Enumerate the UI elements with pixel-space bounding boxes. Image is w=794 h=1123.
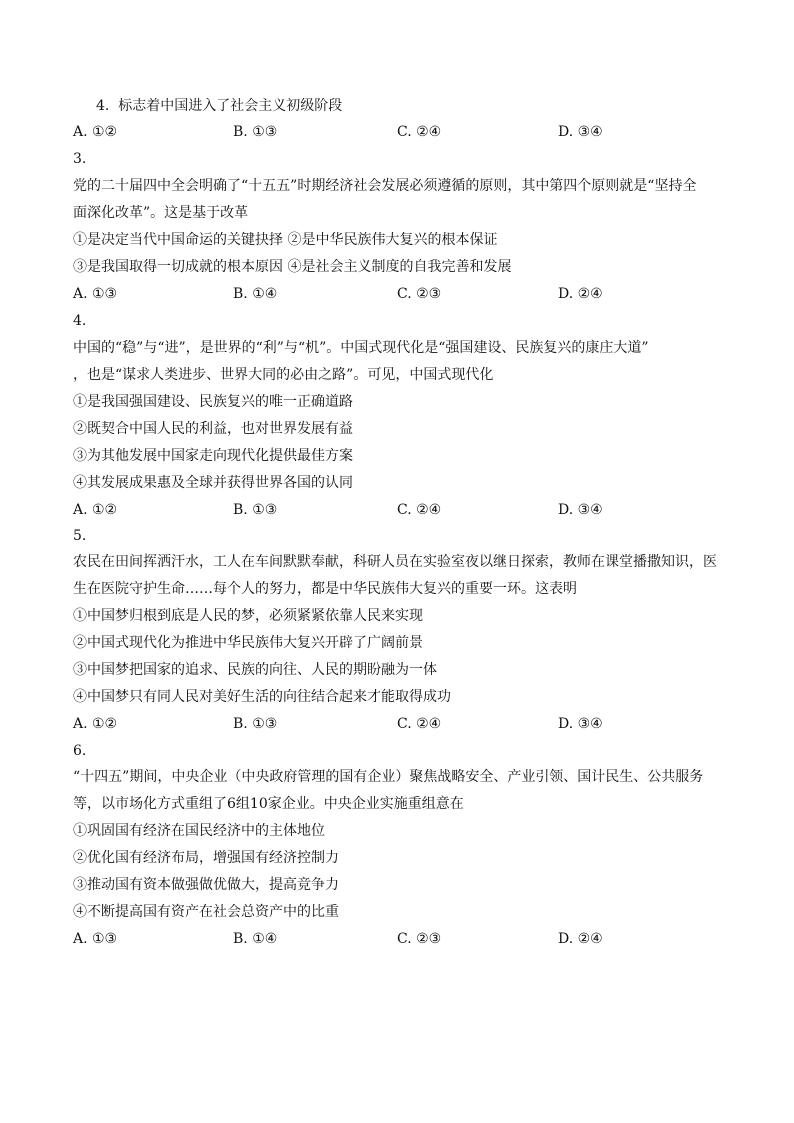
answer-options-row [73, 500, 733, 520]
statement-line: ①是决定当代中国命运的关键抉择 ②是中华民族伟大复兴的根本保证 [73, 232, 498, 248]
option-b: B. ①③ [233, 502, 278, 518]
statement-line: ④中国梦只有同人民对美好生活的向往结合起来才能取得成功 [73, 689, 451, 705]
statement-line: ①巩固国有经济在国民经济中的主体地位 [73, 823, 325, 839]
answer-options-row [73, 122, 733, 142]
question-stem-line: 4. 标志着中国进入了社会主义初级阶段 [96, 98, 343, 114]
question-number: 5. [73, 528, 87, 544]
option-d: D. ②④ [558, 931, 603, 947]
statement-line: ②优化国有经济布局，增强国有经济控制力 [73, 850, 339, 866]
option-a: A. ①② [73, 716, 118, 732]
option-c: C. ②③ [397, 931, 442, 947]
option-d: D. ③④ [558, 502, 603, 518]
option-b: B. ①③ [233, 716, 278, 732]
option-c: C. ②④ [397, 124, 442, 140]
statement-line: ②既契合中国人民的利益，也对世界发展有益 [73, 421, 353, 437]
option-b: B. ①③ [233, 124, 278, 140]
statement-line: ③是我国取得一切成就的根本原因 ④是社会主义制度的自我完善和发展 [73, 259, 512, 275]
statement-line: ③推动国有资本做强做优做大，提高竞争力 [73, 877, 339, 893]
option-a: A. ①③ [73, 286, 118, 302]
statement-line: ①是我国强国建设、民族复兴的唯一正确道路 [73, 394, 353, 410]
option-b: B. ①④ [233, 931, 278, 947]
question-text-line: 党的二十届四中全会明确了“十五五”时期经济社会发展必须遵循的原则，其中第四个原则就是“坚持全 [73, 178, 697, 194]
option-a: A. ①② [73, 124, 118, 140]
question-text-line: 中国的“稳”与“进”，是世界的“利”与“机”。中国式现代化是“强国建设、民族复兴的康庄大道” [73, 340, 649, 356]
option-c: C. ②④ [397, 502, 442, 518]
option-c: C. ②③ [397, 286, 442, 302]
statement-line: ③中国梦把国家的追求、民族的向往、人民的期盼融为一体 [73, 662, 437, 678]
question-text-line: 等，以市场化方式重组了6组10家企业。中央企业实施重组意在 [73, 796, 464, 812]
option-d: D. ③④ [558, 124, 603, 140]
statement-line: ④不断提高国有资产在社会总资产中的比重 [73, 904, 339, 920]
statement-line: ①中国梦归根到底是人民的梦，必须紧紧依靠人民来实现 [73, 608, 423, 624]
question-text-line: ，也是“谋求人类进步、世界大同的必由之路”。可见，中国式现代化 [73, 367, 494, 383]
question-text-line: 农民在田间挥洒汗水，工人在车间默默奉献，科研人员在实验室夜以继日探索，教师在课堂播撒知识，医 [73, 554, 717, 570]
option-b: B. ①④ [233, 286, 278, 302]
question-text-line: 面深化改革”。这是基于改革 [73, 205, 249, 221]
option-d: D. ②④ [558, 286, 603, 302]
option-a: A. ①② [73, 502, 118, 518]
option-c: C. ②④ [397, 716, 442, 732]
question-number: 6. [73, 743, 87, 759]
question-number: 3. [73, 151, 87, 167]
statement-line: ④其发展成果惠及全球并获得世界各国的认同 [73, 475, 353, 491]
option-d: D. ③④ [558, 716, 603, 732]
statement-line: ③为其他发展中国家走向现代化提供最佳方案 [73, 448, 353, 464]
answer-options-row [73, 284, 733, 304]
answer-options-row [73, 929, 733, 949]
statement-line: ②中国式现代化为推进中华民族伟大复兴开辟了广阔前景 [73, 635, 423, 651]
question-number: 4. [73, 313, 87, 329]
answer-options-row [73, 714, 733, 734]
option-a: A. ①③ [73, 931, 118, 947]
question-text-line: “十四五”期间，中央企业（中央政府管理的国有企业）聚焦战略安全、产业引领、国计民生、公共服务 [73, 769, 704, 785]
question-text-line: 生在医院守护生命……每个人的努力，都是中华民族伟大复兴的重要一环。这表明 [73, 581, 577, 597]
